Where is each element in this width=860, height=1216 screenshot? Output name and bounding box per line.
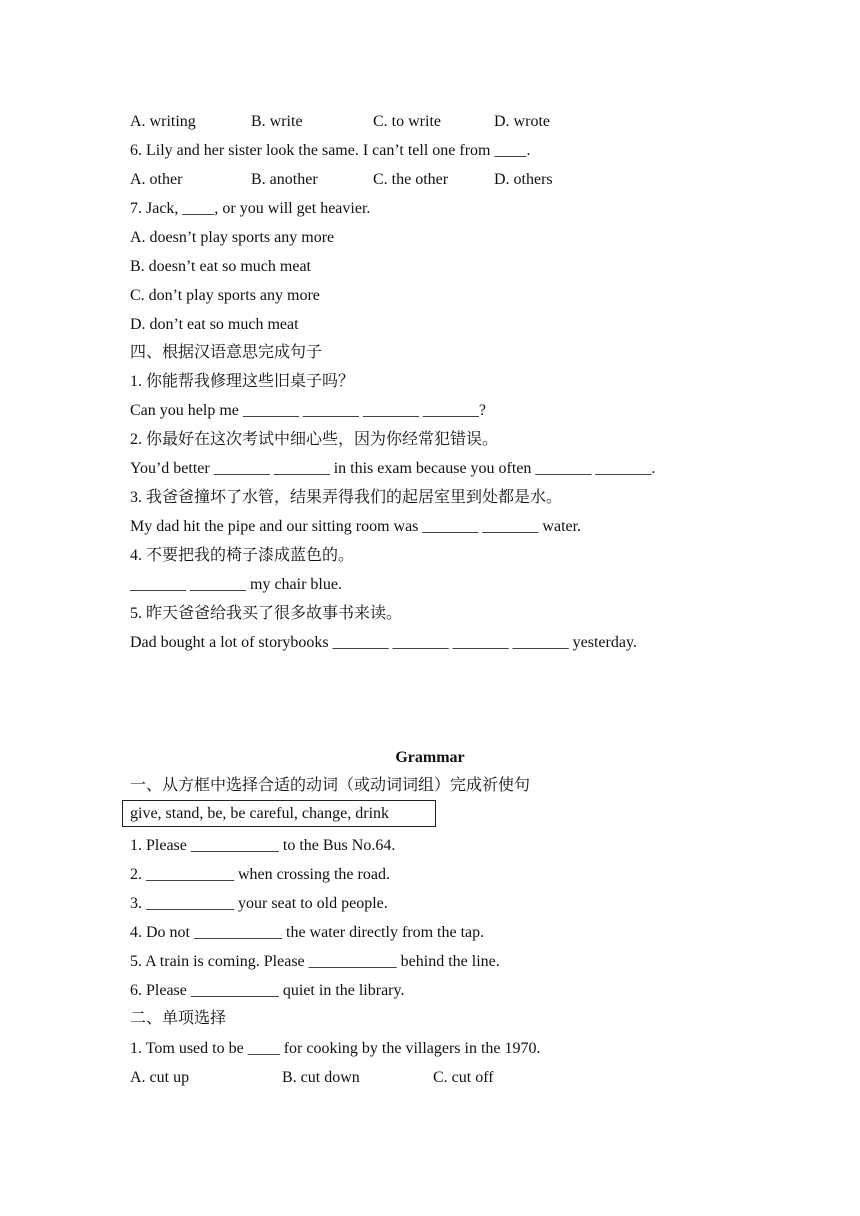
q7-question: 7. Jack, ____, or you will get heavier.	[130, 200, 371, 217]
translation-item-2-cn: 2. 你最好在这次考试中细心些，因为你经常犯错误。	[130, 431, 499, 448]
part2-q1-option-c: C. cut off	[433, 1069, 494, 1086]
imperative-item-1: 1. Please ___________ to the Bus No.64.	[130, 837, 396, 854]
translation-item-4-en: _______ _______ my chair blue.	[130, 576, 342, 593]
translation-item-3-en: My dad hit the pipe and our sitting room was _______ _______ water.	[130, 518, 582, 535]
translation-item-2-en: You’d better _______ _______ in this exam because you often _______ _______.	[130, 460, 656, 477]
translation-item-1-en: Can you help me _______ _______ _______ _______?	[130, 402, 486, 419]
translation-item-4-cn: 4. 不要把我的椅子漆成蓝色的。	[130, 547, 355, 564]
q5-option-d: D. wrote	[494, 113, 550, 130]
part2-q1-option-b: B. cut down	[282, 1069, 360, 1086]
q6-option-a: A. other	[130, 171, 183, 188]
imperative-item-2: 2. ___________ when crossing the road.	[130, 866, 390, 883]
q5-option-c: C. to write	[373, 113, 441, 130]
imperative-item-6: 6. Please ___________ quiet in the library.	[130, 982, 405, 999]
translation-item-5-cn: 5. 昨天爸爸给我买了很多故事书来读。	[130, 605, 403, 622]
section4-heading: 四、根据汉语意思完成句子	[130, 344, 323, 361]
imperative-item-3: 3. ___________ your seat to old people.	[130, 895, 388, 912]
q6-option-b: B. another	[251, 171, 318, 188]
word-box	[122, 800, 436, 827]
translation-item-3-cn: 3. 我爸爸撞坏了水管，结果弄得我们的起居室里到处都是水。	[130, 489, 563, 506]
imperative-item-4: 4. Do not ___________ the water directly from the tap.	[130, 924, 485, 941]
q7-option-b: B. doesn’t eat so much meat	[130, 258, 311, 275]
part2-q1-question: 1. Tom used to be ____ for cooking by the villagers in the 1970.	[130, 1040, 541, 1057]
grammar-title: Grammar	[395, 749, 465, 766]
q7-option-a: A. doesn’t play sports any more	[130, 229, 335, 246]
part2-q1-option-a: A. cut up	[130, 1069, 190, 1086]
q7-option-c: C. don’t play sports any more	[130, 287, 320, 304]
q6-question: 6. Lily and her sister look the same. I can’t tell one from ____.	[130, 142, 531, 159]
q6-option-d: D. others	[494, 171, 553, 188]
q7-option-d: D. don’t eat so much meat	[130, 316, 299, 333]
word-box-text: give, stand, be, be careful, change, drink	[130, 805, 390, 822]
imperative-item-5: 5. A train is coming. Please ___________ behind the line.	[130, 953, 500, 970]
translation-item-5-en: Dad bought a lot of storybooks _______ _______ _______ _______ yesterday.	[130, 634, 637, 651]
q5-option-b: B. write	[251, 113, 303, 130]
q5-option-a: A. writing	[130, 113, 196, 130]
grammar-part1-heading: 一、从方框中选择合适的动词（或动词词组）完成祈使句	[130, 777, 531, 794]
grammar-part2-heading: 二、单项选择	[130, 1010, 227, 1027]
q6-option-c: C. the other	[373, 171, 449, 188]
translation-item-1-cn: 1. 你能帮我修理这些旧桌子吗？	[130, 373, 355, 390]
